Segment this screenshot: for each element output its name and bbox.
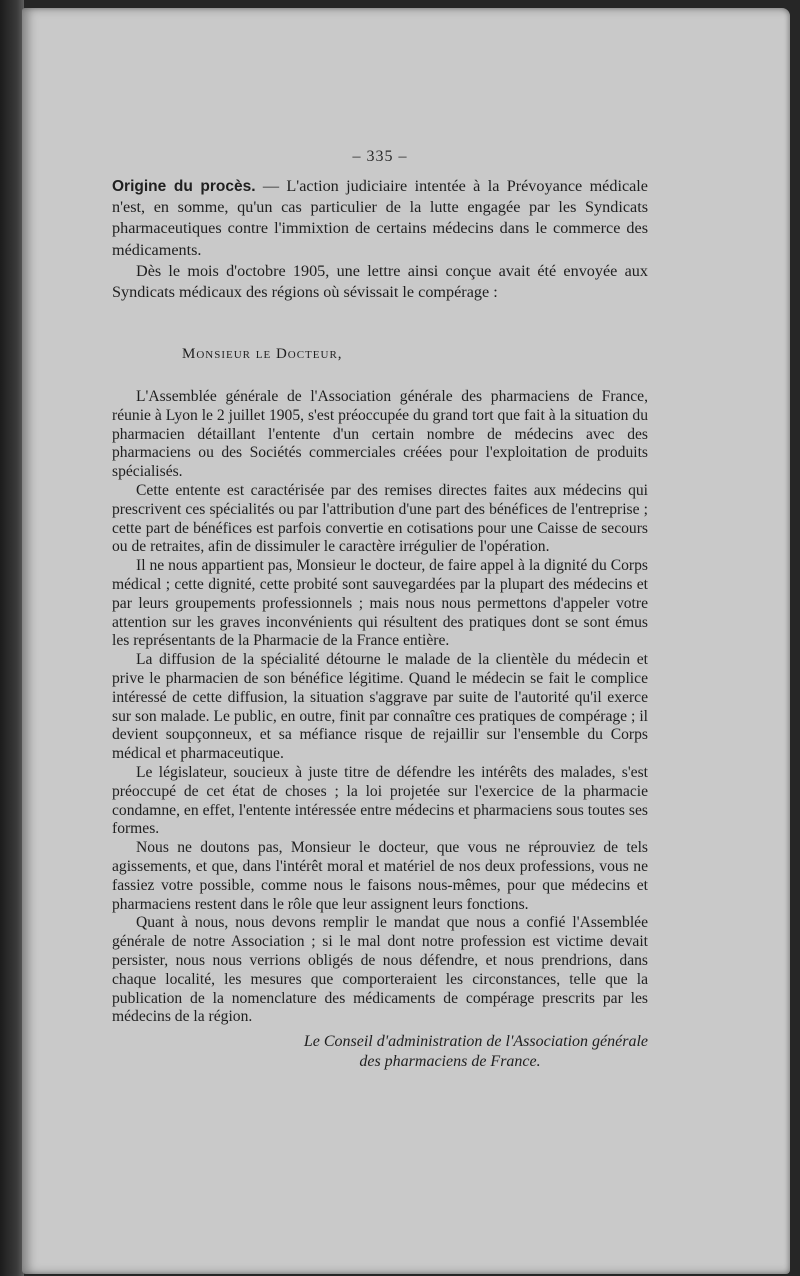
letter-salutation: Monsieur le Docteur, <box>182 346 343 362</box>
letter-paragraph: L'Assemblée générale de l'Association générale des pharmaciens de France, réunie à Lyon le 2 juillet 1905, s'est préoccupée du grand tort que fait à la situation du pharmacien détaillant l'entente d'un certain nombre de médecins avec des pharmaciens ou des Sociétés commerciales créées pour l'exploitation de produits spécialisés. <box>112 388 648 481</box>
letter-paragraph: La diffusion de la spécialité détourne le malade de la clientèle du médecin et prive le pharmacien de son bénéfice légitime. Quand le médecin se fait le complice intéressé de cette diffusion, la situation s'aggrave par suite de l'autorité qu'il exerce sur son malade. Le public, en outre, finit par connaître ces pratiques de compérage ; il devient soupçonneux, et sa méfiance risque de rejaillir sur l'ensemble du Corps médical et pharmaceutique. <box>112 651 648 763</box>
letter-body <box>112 388 648 1027</box>
letter-signature <box>212 1032 648 1072</box>
intro-paragraph-1-text: — L'action judiciaire intentée à la Prévoyance médicale n'est, en somme, qu'un cas particulier de la lutte engagée par les Syndicats pharmaceutiques contre l'immixtion de certains médecins dans le commerce des médicaments. <box>112 177 648 259</box>
intro-paragraph-1 <box>112 176 648 261</box>
book-gutter <box>0 0 24 1276</box>
intro-paragraph-2: Dès le mois d'octobre 1905, une lettre ainsi conçue avait été envoyée aux Syndicats médicaux des régions où sévissait le compérage : <box>112 261 648 302</box>
signature-line-2: des pharmaciens de France. <box>359 1053 541 1070</box>
letter-paragraph: Le législateur, soucieux à juste titre de défendre les intérêts des malades, s'est préoccupé de cet état de choses ; la loi projetée sur l'exercice de la pharmacie condamne, en effet, l'entente intéressée entre médecins et pharmaciens sous toutes ses formes. <box>112 763 648 838</box>
letter-paragraph: Cette entente est caractérisée par des remises directes faites aux médecins qui prescrivent ces spécialités ou par l'attribution d'une part des bénéfices de l'entreprise ; cette part de bénéfices est parfois convertie en cotisations pour une Caisse de secours ou de retraites, afin de dissimuler le caractère irrégulier de l'opération. <box>112 481 648 556</box>
letter-paragraph: Quant à nous, nous devons remplir le mandat que nous a confié l'Assemblée générale de notre Association ; si le mal dont notre profession est victime devait persister, nous nous verrions obligés de nous défendre, et nous prendrions, dans chaque localité, les mesures que comporteraient les circonstances, telle que la publication de la nomenclature des médicaments de compérage prescrits par les médecins de la région. <box>112 914 648 1026</box>
signature-line-1: Le Conseil d'administration de l'Association générale <box>303 1033 648 1050</box>
page-number: – 335 – <box>352 148 408 165</box>
letter-paragraph: Nous ne doutons pas, Monsieur le docteur, que vous ne réprouviez de tels agissements, et que, dans l'intérêt moral et matériel de nos deux professions, vous ne fassiez votre possible, comme nous le faisons nous-mêmes, pour que médecins et pharmaciens restent dans le rôle que leur assignent leurs fonctions. <box>112 839 648 913</box>
letter-paragraph: Il ne nous appartient pas, Monsieur le docteur, de faire appel à la dignité du Corps médical ; cette dignité, cette probité sont sauvegardées par la plupart des médecins et par leurs groupements professionnels ; mais nous nous permettons d'appeler votre attention sur les graves inconvénients qui résultent des pratiques dont se sont émus les représentants de la Pharmacie de la France entière. <box>112 557 648 650</box>
book-page <box>22 8 790 1274</box>
section-heading: Origine du procès. <box>112 178 256 195</box>
intro-section <box>112 176 648 303</box>
